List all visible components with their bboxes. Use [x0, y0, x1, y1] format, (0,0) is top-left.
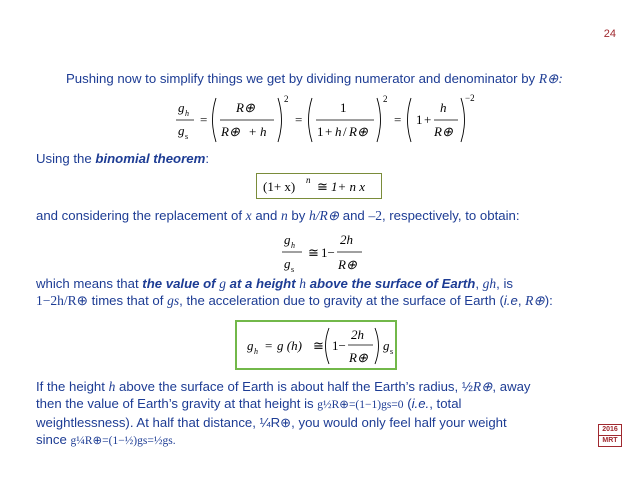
- eq3-num: 2h: [340, 232, 353, 247]
- stamp-year: 2016: [599, 425, 621, 436]
- meaning-l2c: , the acceleration due to gravity at the surface of Earth (: [179, 293, 504, 308]
- final-line-3: weightlessness). At half that distance, ¼R⊕, you would only feel half your weight: [36, 415, 507, 430]
- meaning-gh: gh: [482, 276, 497, 291]
- eq1-den-R: R⊕: [221, 124, 240, 139]
- equation-gravity-ratio: [170, 92, 470, 148]
- meaning-l2b: times that of: [87, 293, 168, 308]
- replacement-t1: and considering the replacement of: [36, 208, 246, 223]
- stamp-initials: MRT: [602, 437, 618, 444]
- copyright-stamp: [598, 424, 622, 447]
- eq1-gh: g: [178, 100, 185, 115]
- final-l1d: , away: [492, 379, 531, 394]
- eq4-equals: =: [265, 338, 273, 353]
- final-l1b: above the surface of Earth is about half the Earth’s radius, ½: [115, 379, 473, 394]
- eq3-h-sub: h: [291, 241, 295, 250]
- eq1-den2-one: 1: [317, 124, 324, 139]
- final-paragraph: [36, 378, 596, 450]
- eq1-den2-plus: +: [325, 124, 333, 139]
- eq4-gh: g: [247, 338, 254, 353]
- final-ie: i.e.: [411, 396, 430, 411]
- final-line-2: [36, 395, 596, 414]
- final-l2a: then the value of Earth’s gravity at that height is: [36, 396, 318, 411]
- replacement-n: n: [281, 208, 288, 223]
- meaning-paragraph: [36, 275, 611, 309]
- result-equation-box: [235, 320, 397, 370]
- replacement-t4: and: [339, 208, 369, 223]
- eq4-num: 2h: [351, 327, 364, 342]
- replacement-h-over-r: h/R⊕: [309, 208, 340, 223]
- meaning-line-1: [36, 275, 611, 292]
- meaning-bold-1: the value of: [142, 276, 220, 291]
- eq1-num-R: R⊕: [236, 100, 255, 115]
- replacement-t3: by: [287, 208, 310, 223]
- binomial-equation-box: [256, 173, 382, 199]
- eq1-equals-3: =: [394, 112, 402, 127]
- eq1-exp-2b: 2: [383, 94, 388, 104]
- eq1-exp-2a: 2: [284, 94, 289, 104]
- eq1-den2-R: R⊕: [349, 124, 368, 139]
- final-r: R⊕: [472, 379, 493, 394]
- replacement-line: [36, 207, 520, 224]
- meaning-bold-2: at a height: [226, 276, 300, 291]
- eq1-equals-2: =: [295, 112, 303, 127]
- eq3-gh: g: [284, 232, 291, 247]
- replacement-t5: , respectively, to obtain:: [381, 208, 520, 223]
- meaning-bold-3: above the surface of Earth: [306, 276, 476, 291]
- eq1-plus-b: +: [424, 112, 432, 127]
- replacement-t2: and: [251, 208, 282, 223]
- page-number: 24: [603, 28, 616, 40]
- binomial-lhs: (1+ x): [263, 179, 296, 194]
- meaning-l2e: ):: [544, 293, 553, 308]
- meaning-ie: i.e: [503, 293, 518, 308]
- eq1-den2-slash: /: [343, 124, 347, 139]
- eq1-equals-1: =: [200, 112, 208, 127]
- meaning-r: R⊕: [525, 293, 545, 308]
- eq3-one-minus: 1−: [321, 245, 335, 260]
- final-line-1: [36, 378, 596, 395]
- binomial-suffix: :: [205, 151, 209, 166]
- eq1-gs: g: [178, 123, 185, 138]
- intro-text: [66, 70, 563, 87]
- meaning-t2: ,: [475, 276, 483, 291]
- replacement-x: x: [245, 208, 252, 223]
- binomial-prefix: Using the: [36, 151, 96, 166]
- meaning-factor: 1−2h/R⊕: [36, 293, 88, 308]
- eq4-h-sub: h: [254, 347, 258, 356]
- meaning-h: h: [299, 276, 307, 291]
- earth-radius-symbol: R⊕:: [538, 71, 563, 86]
- eq3-s-sub: s: [291, 265, 295, 274]
- eq1-h-sub: h: [185, 109, 189, 118]
- eq1-one: 1: [340, 100, 347, 115]
- eq1-frac-h: h: [440, 100, 447, 115]
- binomial-term: binomial theorem: [95, 151, 206, 166]
- final-g-half: g½R⊕=(1−1)gs=0: [317, 399, 404, 411]
- result-equation: [237, 322, 395, 368]
- eq4-one-minus: 1−: [332, 338, 346, 353]
- eq3-approx: ≅: [308, 245, 319, 260]
- eq4-approx: ≅: [313, 338, 324, 353]
- eq3-gs: g: [284, 256, 291, 271]
- intro-sentence: Pushing now to simplify things we get by dividing numerator and denominator by: [66, 71, 539, 86]
- eq1-den-plus: +: [249, 124, 257, 139]
- meaning-l2d: ,: [517, 293, 526, 308]
- eq4-gs: g: [383, 338, 390, 353]
- eq1-exp-minus2: −2: [465, 93, 475, 103]
- final-l4a: since: [36, 432, 71, 447]
- binomial-line: [36, 150, 209, 167]
- replacement-minus2: –2: [368, 208, 382, 223]
- binomial-exp-n: n: [306, 175, 311, 185]
- eq4-den: R⊕: [349, 350, 368, 365]
- binomial-approx: ≅: [317, 179, 328, 194]
- final-h: h: [108, 379, 116, 394]
- eq1-den-h: h: [260, 124, 267, 139]
- eq4-g-of-h: g (h): [277, 338, 302, 353]
- eq1-frac-R: R⊕: [434, 124, 453, 139]
- final-g-quarter: g¼R⊕=(1−½)gs=½gs.: [70, 435, 176, 447]
- final-l2e: , total: [429, 396, 462, 411]
- eq1-den2-h: h: [335, 124, 342, 139]
- final-line-4: [36, 431, 596, 450]
- meaning-t3: , is: [496, 276, 514, 291]
- final-l1a: If the height: [36, 379, 109, 394]
- eq1-s-sub: s: [185, 132, 189, 141]
- meaning-g: g: [219, 276, 226, 291]
- meaning-line-2: [36, 292, 611, 309]
- meaning-gs: gs: [167, 293, 180, 308]
- eq3-den: R⊕: [338, 257, 357, 272]
- binomial-equation: [257, 174, 381, 198]
- equation-approx-ratio: [280, 228, 370, 276]
- binomial-rhs: 1+ n x: [331, 179, 366, 194]
- eq1-one-b: 1: [416, 112, 423, 127]
- final-l2c: (: [403, 396, 412, 411]
- eq4-s-sub: s: [390, 347, 394, 356]
- meaning-t1: which means that: [36, 276, 143, 291]
